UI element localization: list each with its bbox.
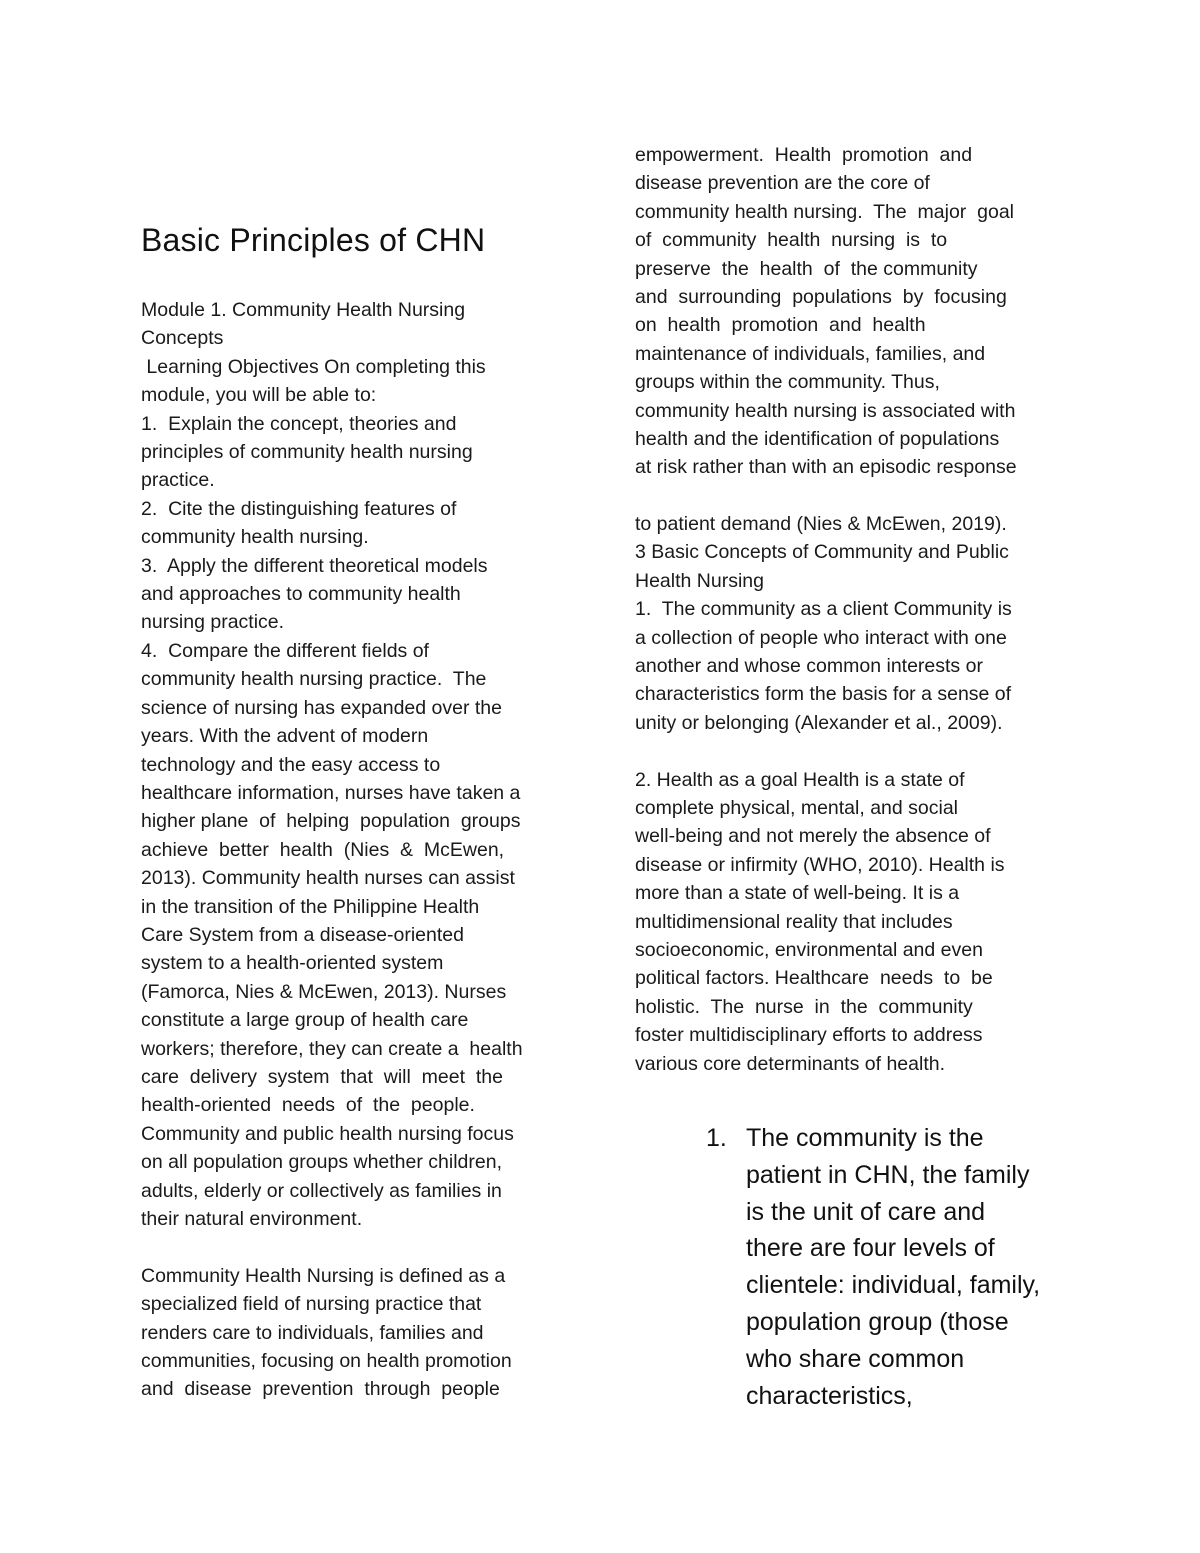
text-line: 2. Cite the distinguishing features of xyxy=(141,497,457,520)
text-line: (Famorca, Nies & McEwen, 2013). Nurses xyxy=(141,980,507,1003)
text-line: on all population groups whether children, xyxy=(141,1151,502,1174)
text-line: years. With the advent of modern xyxy=(141,725,429,748)
text-line: nursing practice. xyxy=(141,611,285,634)
text-line: in the transition of the Philippine Health xyxy=(141,895,480,918)
text-line: achieve better health (Nies & McEwen, xyxy=(141,838,505,861)
text-line: specialized field of nursing practice that xyxy=(141,1293,482,1316)
text-line: health-oriented needs of the people. xyxy=(141,1094,475,1117)
text-line: 3 Basic Concepts of Community and Public xyxy=(635,541,1009,564)
text-line: constitute a large group of health care xyxy=(141,1009,469,1032)
text-line: care delivery system that will meet the xyxy=(141,1065,503,1088)
text-line: Health Nursing xyxy=(635,569,764,592)
text-line: characteristics form the basis for a sense of xyxy=(635,683,1012,706)
text-line: to patient demand (Nies & McEwen, 2019). xyxy=(635,512,1007,535)
text-line: another and whose common interests or xyxy=(635,654,983,677)
text-line: 2013). Community health nurses can assist xyxy=(141,867,515,890)
text-line: clientele: individual, family, xyxy=(746,1271,1041,1300)
text-line: module, you will be able to: xyxy=(141,384,377,407)
text-line: renders care to individuals, families and xyxy=(141,1321,484,1344)
text-line: various core determinants of health. xyxy=(635,1052,946,1075)
text-line: The community is the xyxy=(746,1124,984,1152)
text-line: workers; therefore, they can create a health xyxy=(141,1037,523,1060)
text-line: and surrounding populations by focusing xyxy=(635,286,1007,309)
text-line: patient in CHN, the family xyxy=(746,1160,1030,1189)
text-line: Learning Objectives On completing this xyxy=(141,355,486,378)
text-line: preserve the health of the community xyxy=(635,257,978,280)
text-line: more than a state of well-being. It is a xyxy=(635,882,960,905)
text-line: empowerment. Health promotion and xyxy=(635,144,973,166)
text-line: 1. Explain the concept, theories and xyxy=(141,412,457,435)
text-line: and disease prevention through people xyxy=(141,1378,500,1401)
text-line: principles of community health nursing xyxy=(141,441,473,464)
text-line: population group (those xyxy=(746,1307,1009,1336)
text-line: multidimensional reality that includes xyxy=(635,910,953,933)
text-line: and approaches to community health xyxy=(141,583,461,606)
text-line: Module 1. Community Health Nursing xyxy=(141,299,466,321)
right-column xyxy=(635,141,1075,1078)
text-line: science of nursing has expanded over the xyxy=(141,696,502,719)
text-line: unity or belonging (Alexander et al., 2009). xyxy=(635,711,1003,734)
text-line: at risk rather than with an episodic response xyxy=(635,456,1017,479)
text-line: maintenance of individuals, families, and xyxy=(635,342,986,365)
text-line: system to a health-oriented system xyxy=(141,952,444,975)
text-line: adults, elderly or collectively as families in xyxy=(141,1179,502,1202)
text-line: political factors. Healthcare needs to be xyxy=(635,967,993,990)
text-line: community health nursing. xyxy=(141,526,369,549)
highlighted-numbered-list xyxy=(706,1120,1086,1414)
text-line: community health nursing practice. The xyxy=(141,668,487,691)
text-line: disease or infirmity (WHO, 2010). Health is xyxy=(635,853,1005,876)
text-line: characteristics, xyxy=(746,1381,913,1410)
text-line: healthcare information, nurses have taken a xyxy=(141,781,521,804)
text-line: 4. Compare the different fields of xyxy=(141,639,429,662)
text-line: foster multidisciplinary efforts to address xyxy=(635,1024,983,1047)
text-line: health and the identification of populations xyxy=(635,428,1000,451)
text-line: community health nursing. The major goal xyxy=(635,200,1014,223)
text-line: disease prevention are the core of xyxy=(635,172,930,195)
text-line: communities, focusing on health promotion xyxy=(141,1350,512,1373)
text-line: Community and public health nursing focus xyxy=(141,1122,514,1145)
document-title: Basic Principles of CHN xyxy=(141,222,486,258)
text-line: practice. xyxy=(141,469,215,492)
text-line: on health promotion and health xyxy=(635,314,926,337)
text-line: socioeconomic, environmental and even xyxy=(635,938,983,961)
text-line: Care System from a disease-oriented xyxy=(141,923,464,946)
text-line: 1. The community as a client Community is xyxy=(635,598,1012,621)
text-line: Concepts xyxy=(141,327,224,350)
text-line: 2. Health as a goal Health is a state of xyxy=(635,768,965,791)
text-line: 3. Apply the different theoretical models xyxy=(141,554,488,577)
text-line: of community health nursing is to xyxy=(635,229,948,252)
text-line: community health nursing is associated with xyxy=(635,399,1016,422)
text-line: complete physical, mental, and social xyxy=(635,796,958,819)
text-line: holistic. The nurse in the community xyxy=(635,995,973,1018)
text-line: well-being and not merely the absence of xyxy=(635,825,991,848)
list-number: 1. xyxy=(706,1124,727,1152)
page-break-gap xyxy=(635,482,1075,510)
list-item-text xyxy=(746,1120,1040,1414)
text-line: Community Health Nursing is defined as a xyxy=(141,1264,506,1287)
text-line: who share common xyxy=(746,1344,965,1373)
text-line: groups within the community. Thus, xyxy=(635,371,940,394)
paragraph-gap xyxy=(141,1233,573,1261)
list-item xyxy=(706,1120,1086,1414)
text-line: their natural environment. xyxy=(141,1208,363,1230)
text-line: technology and the easy access to xyxy=(141,753,441,776)
text-line: higher plane of helping population groups xyxy=(141,810,521,833)
text-line: there are four levels of xyxy=(746,1234,995,1263)
text-line: is the unit of care and xyxy=(746,1197,986,1226)
text-line: a collection of people who interact with one xyxy=(635,626,1007,649)
left-column xyxy=(141,220,573,1404)
paragraph-gap xyxy=(635,737,1075,765)
